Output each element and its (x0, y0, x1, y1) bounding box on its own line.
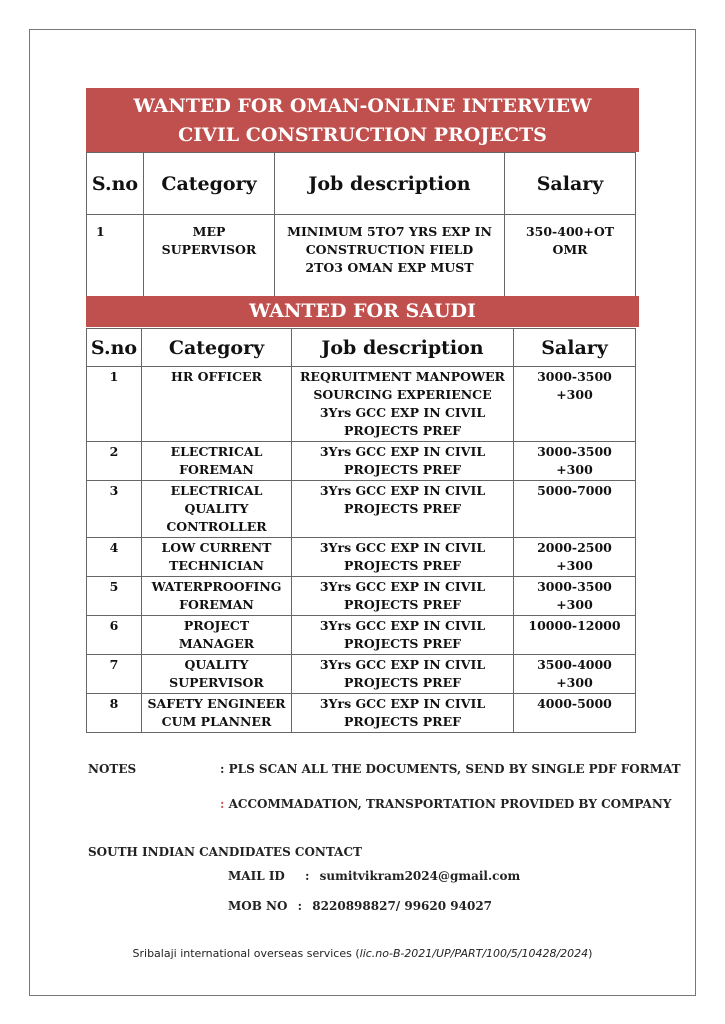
cell-description-line: REQRUITMENT MANPOWER (300, 369, 505, 384)
cell-description-line: 3Yrs GCC EXP IN CIVIL (319, 618, 486, 633)
cell-description (292, 481, 514, 538)
cell-category (142, 655, 292, 694)
cell-description (275, 215, 505, 297)
cell-category (144, 215, 275, 297)
cell-description-line: PROJECTS PREF (344, 462, 461, 477)
cell-sno: 4 (87, 538, 142, 577)
saudi-table-header-row (87, 329, 636, 367)
oman-banner-subtitle: CIVIL CONSTRUCTION PROJECTS (178, 124, 547, 146)
cell-salary-line: 3000-3500 (537, 444, 612, 459)
footer-company: Sribalaji international overseas services ( (132, 947, 360, 960)
table-row (87, 367, 636, 442)
cell-category-line: ELECTRICAL (170, 444, 263, 459)
oman-jobs-table (86, 152, 636, 297)
cell-salary (514, 655, 636, 694)
cell-sno: 1 (87, 367, 142, 442)
table-row (87, 481, 636, 538)
cell-sno: 1 (87, 215, 144, 297)
cell-category (142, 538, 292, 577)
cell-category-line: MANAGER (178, 636, 255, 651)
cell-salary (514, 538, 636, 577)
footer-close: ) (588, 947, 593, 960)
header-job-description: Job description (275, 153, 505, 215)
cell-description-line: PROJECTS PREF (344, 597, 461, 612)
table-row (87, 655, 636, 694)
saudi-banner-title: WANTED FOR SAUDI (249, 300, 476, 322)
cell-sno: 8 (87, 694, 142, 733)
cell-category-line: SAFETY ENGINEER (147, 696, 286, 711)
cell-description-line: 2TO3 OMAN EXP MUST (305, 260, 474, 275)
note-2-prefix: : (220, 797, 225, 811)
footer (0, 947, 725, 960)
saudi-jobs-table (86, 328, 636, 733)
cell-description-line: 3Yrs GCC EXP IN CIVIL (319, 540, 486, 555)
mob-separator: : (297, 899, 303, 913)
cell-salary-line: +300 (556, 387, 593, 402)
mob-value[interactable]: 8220898827/ 99620 94027 (312, 899, 493, 913)
cell-category (142, 616, 292, 655)
cell-salary-line: 4000-5000 (537, 696, 612, 711)
cell-description-line: MINIMUM 5TO7 YRS EXP IN (287, 224, 492, 239)
cell-description-line: PROJECTS PREF (344, 558, 461, 573)
cell-description-line: PROJECTS PREF (344, 675, 461, 690)
table-row (87, 694, 636, 733)
table-row (87, 538, 636, 577)
cell-sno: 3 (87, 481, 142, 538)
cell-category-line: FOREMAN (179, 462, 254, 477)
header-category: Category (142, 329, 292, 367)
cell-description-line: 3Yrs GCC EXP IN CIVIL (319, 696, 486, 711)
cell-salary (514, 616, 636, 655)
cell-category-line: QUALITY (184, 657, 249, 672)
table-row (87, 616, 636, 655)
note-2-text: ACCOMMADATION, TRANSPORTATION PROVIDED BY COMPANY (228, 797, 672, 811)
cell-description (292, 655, 514, 694)
cell-category-line: MEP (192, 224, 226, 239)
cell-salary (514, 694, 636, 733)
cell-salary-line: 5000-7000 (537, 483, 612, 498)
cell-salary-line: 2000-2500 (537, 540, 612, 555)
cell-salary-line: 3000-3500 (537, 369, 612, 384)
header-sno: S.no (87, 329, 142, 367)
cell-category (142, 577, 292, 616)
cell-description-line: 3Yrs GCC EXP IN CIVIL (319, 405, 486, 420)
mail-separator: : (305, 869, 310, 883)
cell-salary-line: +300 (556, 558, 593, 573)
cell-category-line: ELECTRICAL (170, 483, 263, 498)
cell-category-line: QUALITY (184, 501, 249, 516)
header-job-description: Job description (292, 329, 514, 367)
header-category: Category (144, 153, 275, 215)
oman-banner-title: WANTED FOR OMAN-ONLINE INTERVIEW (133, 95, 592, 117)
cell-description-line: 3Yrs GCC EXP IN CIVIL (319, 483, 486, 498)
mail-line (228, 869, 520, 883)
cell-description-line: 3Yrs GCC EXP IN CIVIL (319, 444, 486, 459)
cell-category-line: PROJECT (183, 618, 250, 633)
mail-label: MAIL ID (228, 869, 285, 883)
mail-value[interactable]: sumitvikram2024@gmail.com (319, 869, 521, 883)
cell-description-line: PROJECTS PREF (344, 501, 461, 516)
mob-line (228, 899, 492, 913)
oman-banner (86, 88, 639, 152)
cell-category-line: CUM PLANNER (161, 714, 272, 729)
cell-category-line: HR OFFICER (171, 369, 262, 384)
cell-category-line: CONTROLLER (166, 519, 267, 534)
cell-description-line: SOURCING EXPERIENCE (313, 387, 492, 402)
cell-category-line: FOREMAN (179, 597, 254, 612)
cell-category-line: LOW CURRENT (161, 540, 272, 555)
cell-salary (514, 367, 636, 442)
cell-category-line: TECHNICIAN (169, 558, 264, 573)
cell-description-line: PROJECTS PREF (344, 714, 461, 729)
cell-description (292, 694, 514, 733)
cell-description (292, 367, 514, 442)
table-row (87, 577, 636, 616)
mob-label: MOB NO (228, 899, 288, 913)
cell-category (142, 442, 292, 481)
cell-sno: 5 (87, 577, 142, 616)
saudi-banner (86, 296, 639, 327)
contact-heading: SOUTH INDIAN CANDIDATES CONTACT (88, 845, 362, 859)
cell-salary-line: 3000-3500 (537, 579, 612, 594)
cell-category (142, 481, 292, 538)
cell-category-line: SUPERVISOR (161, 242, 257, 257)
note-1 (220, 762, 681, 776)
cell-sno: 6 (87, 616, 142, 655)
cell-description (292, 616, 514, 655)
header-salary: Salary (514, 329, 636, 367)
cell-salary (514, 481, 636, 538)
cell-description (292, 442, 514, 481)
cell-category (142, 694, 292, 733)
cell-salary-line: 3500-4000 (537, 657, 612, 672)
cell-salary-line: +300 (556, 462, 593, 477)
cell-salary-line: 350-400+OT (525, 224, 615, 239)
note-1-prefix: : (220, 762, 225, 776)
cell-description-line: PROJECTS PREF (344, 423, 461, 438)
cell-salary (514, 577, 636, 616)
cell-sno: 7 (87, 655, 142, 694)
note-2 (220, 797, 671, 811)
oman-table-header-row (87, 153, 636, 215)
cell-description-line: CONSTRUCTION FIELD (305, 242, 474, 257)
cell-sno: 2 (87, 442, 142, 481)
cell-salary (514, 442, 636, 481)
cell-description-line: PROJECTS PREF (344, 636, 461, 651)
cell-salary-line: +300 (556, 597, 593, 612)
cell-category-line: WATERPROOFING (151, 579, 282, 594)
note-1-text: PLS SCAN ALL THE DOCUMENTS, SEND BY SINGLE PDF FORMAT (228, 762, 681, 776)
cell-description-line: 3Yrs GCC EXP IN CIVIL (319, 579, 486, 594)
cell-description (292, 577, 514, 616)
cell-description (292, 538, 514, 577)
cell-description-line: 3Yrs GCC EXP IN CIVIL (319, 657, 486, 672)
header-sno: S.no (87, 153, 144, 215)
cell-salary-line: OMR (552, 242, 588, 257)
cell-salary (505, 215, 636, 297)
table-row (87, 215, 636, 297)
header-salary: Salary (505, 153, 636, 215)
cell-category-line: SUPERVISOR (169, 675, 264, 690)
cell-category (142, 367, 292, 442)
cell-salary-line: +300 (556, 675, 593, 690)
footer-license: lic.no-B-2021/UP/PART/100/5/10428/2024 (359, 947, 589, 960)
notes-label: NOTES (88, 762, 137, 776)
cell-salary-line: 10000-12000 (528, 618, 621, 633)
table-row (87, 442, 636, 481)
